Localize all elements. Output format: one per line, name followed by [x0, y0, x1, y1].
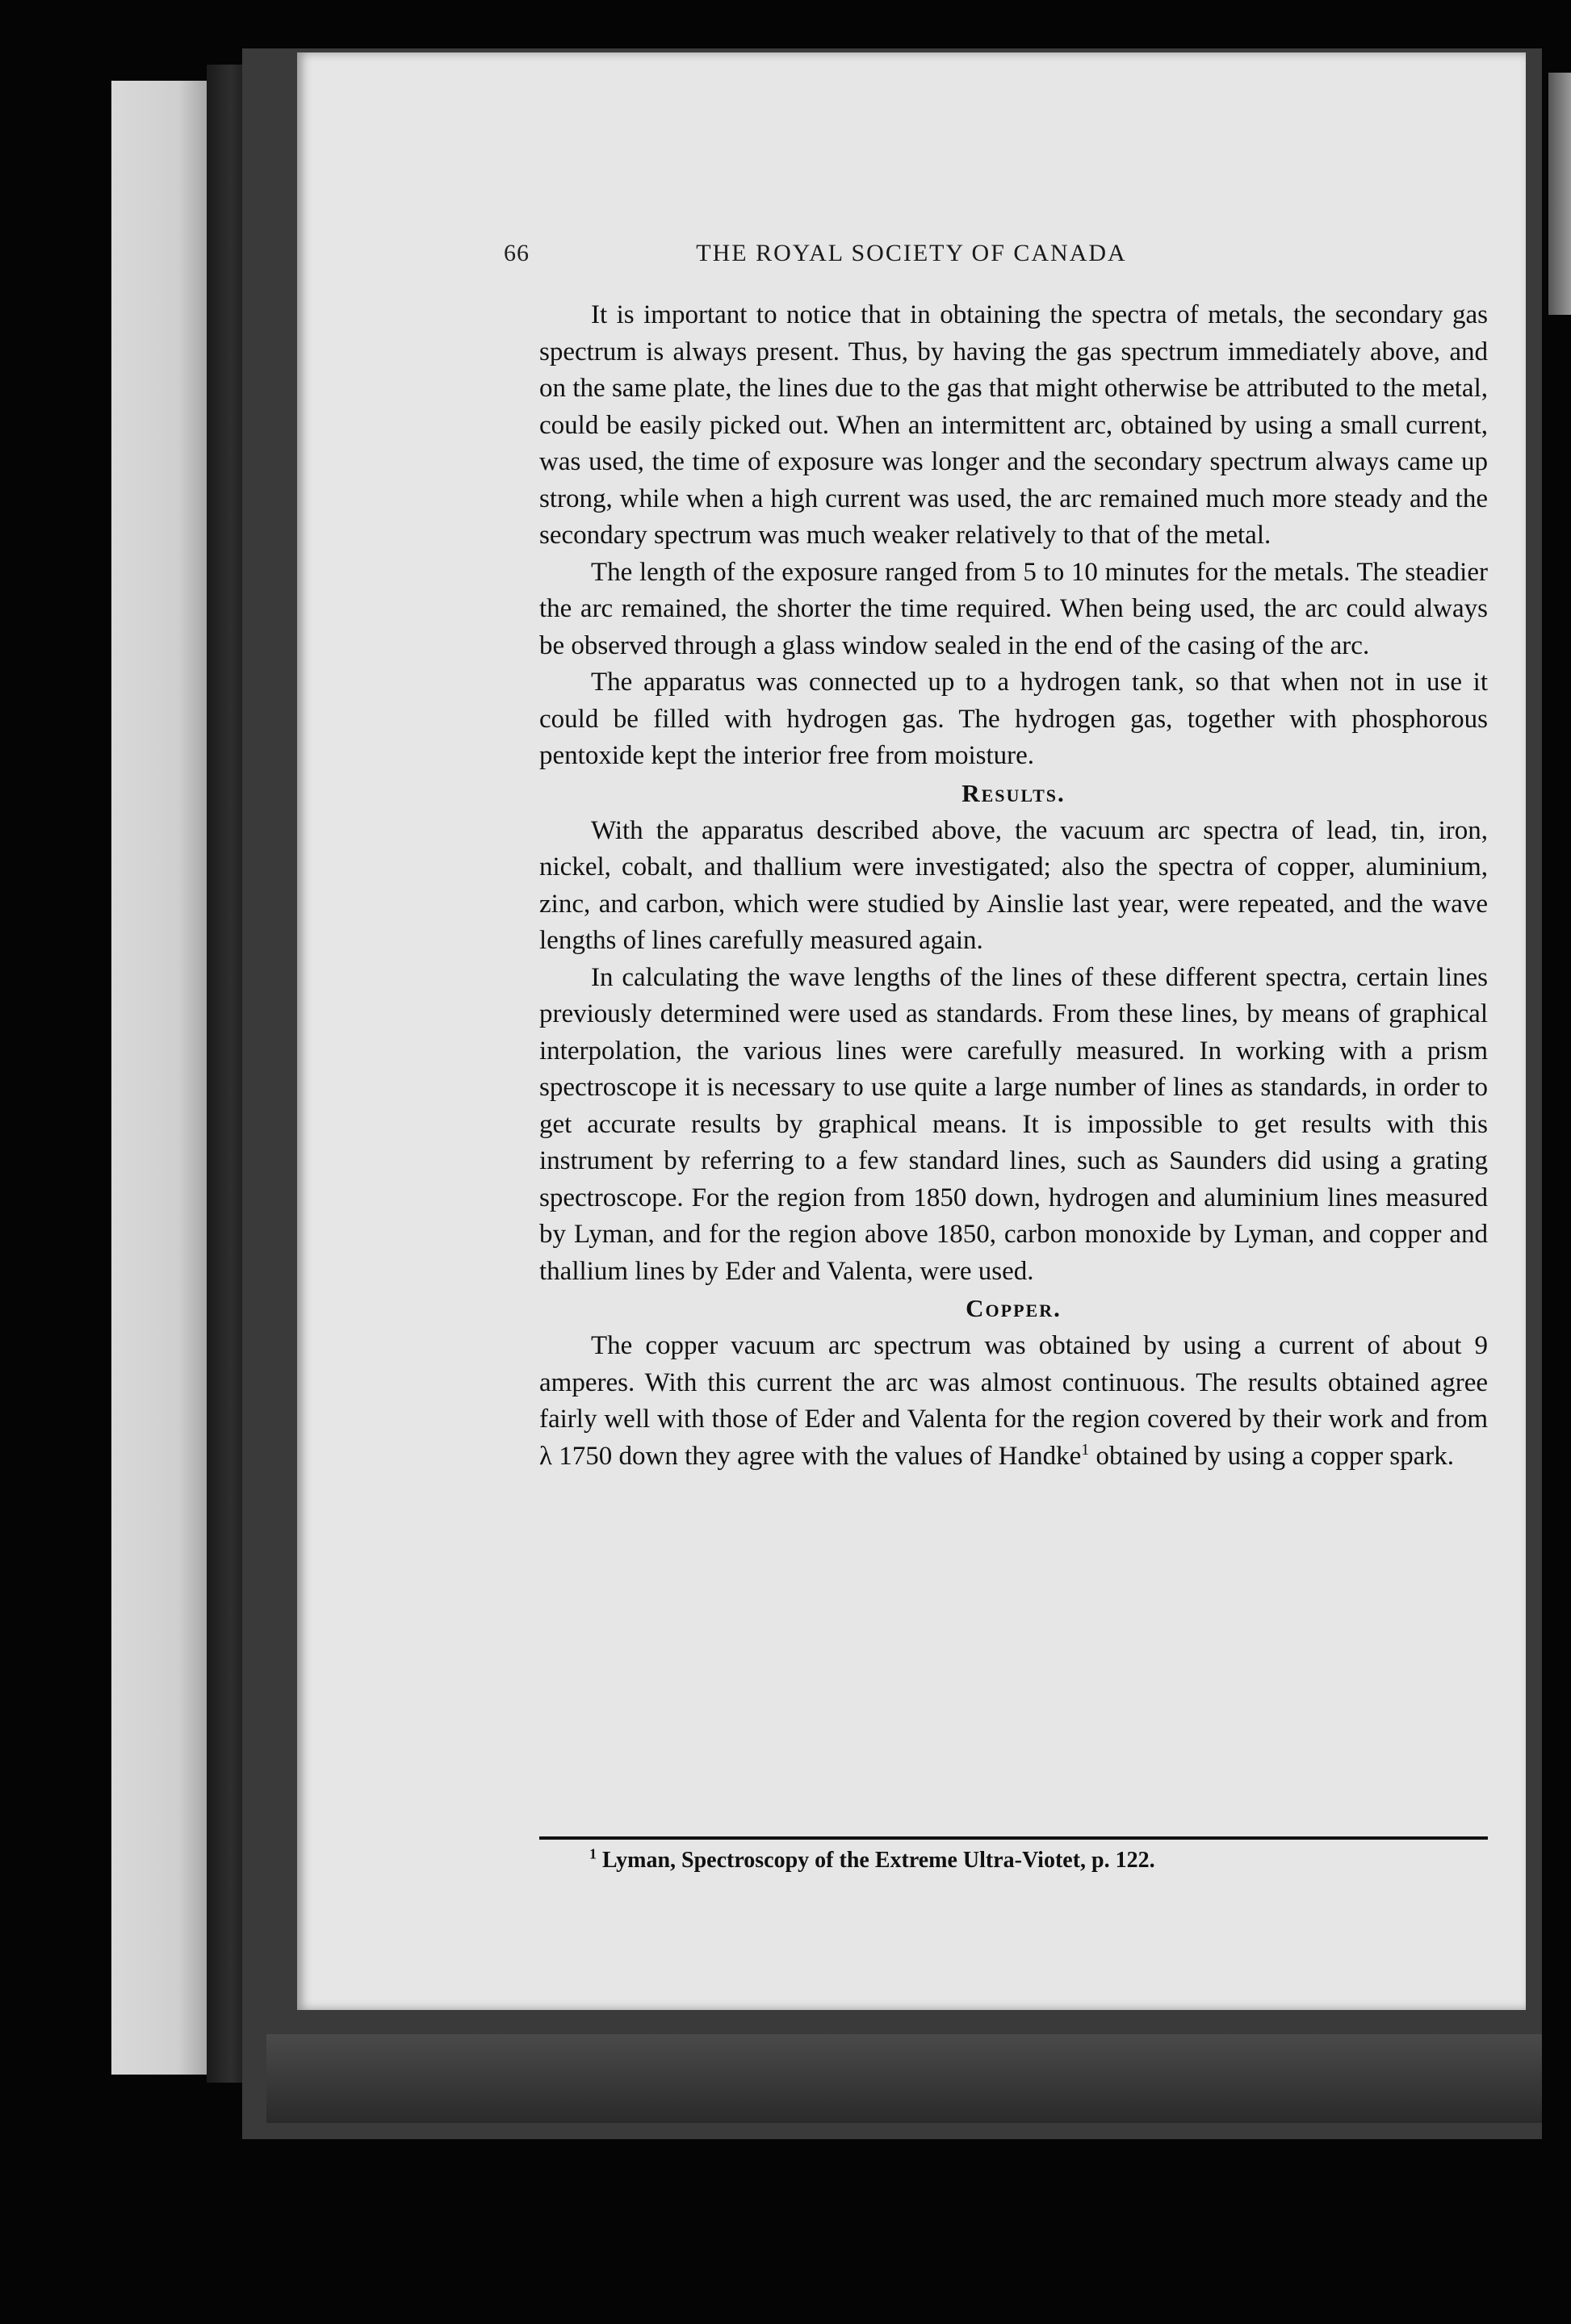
footnote-rule	[539, 1836, 1488, 1840]
copper-heading: Copper.	[966, 1294, 1062, 1322]
footnote-marker: 1	[589, 1845, 597, 1862]
page-header	[297, 240, 1526, 272]
copper-paragraph	[539, 1328, 1488, 1475]
paragraph: With the apparatus described above, the vacuum arc spectra of lead, tin, iron, nickel, cobalt, and thallium were investigated; also the spectra of copper, aluminium, zinc, and carbon, which were studied by Ainslie last year, were repeated, and the wave lengths of lines carefully measured again.	[539, 815, 1488, 955]
copper-text-end: obtained by using a copper spark.	[1089, 1441, 1455, 1471]
right-cover-edge	[1548, 73, 1571, 315]
paragraph: It is important to notice that in obtaining the spectra of metals, the secondary gas spectrum is always present. Thus, by having the gas spectrum immediately above, and on the same plate, the lines due to the gas that might otherwise be attributed to the metal, could be easily picked out. When an intermittent arc, obtained by using a small current, was used, the time of exposure was longer and the secondary spectrum always came up strong, while when a high current was used, the arc remained much more steady and the secondary spectrum was much weaker relatively to that of the metal.	[539, 300, 1488, 550]
paragraph: The apparatus was connected up to a hydrogen tank, so that when not in use it could be filled with hydrogen gas. The hydrogen gas, together with phosphorous pentoxide kept the interior free from moisture.	[539, 668, 1488, 770]
book-cover-edge	[266, 2034, 1542, 2123]
footnote-text: Lyman, Spectroscopy of the Extreme Ultra-Viotet, p. 122.	[597, 1848, 1155, 1873]
results-heading: Results.	[961, 778, 1066, 807]
footnote-reference: 1	[1081, 1440, 1090, 1459]
copper-text-start: The copper vacuum arc spectrum was obtained by using a current of about 9 amperes. With this current the arc was almost continuous. The results obtained agree fairly well with those of Eder and Valenta for the region covered by their work and from λ 1750 down they agree with the values of Handke	[539, 1331, 1488, 1471]
footnote	[589, 1846, 1477, 1875]
adjacent-page-strip	[111, 81, 207, 2075]
paragraph: The length of the exposure ranged from 5 to 10 minutes for the metals. The steadier the arc remained, the shorter the time required. When being used, the arc could always be observed through a glass window sealed in the end of the casing of the arc.	[539, 557, 1488, 660]
running-head: THE ROYAL SOCIETY OF CANADA	[696, 240, 1127, 266]
page-number: 66	[504, 240, 530, 266]
paragraph: In calculating the wave lengths of the lines of these different spectra, certain lines previously determined were used as standards. From these lines, by means of graphical interpolation, the various lines were carefully measured. In working with a prism spectroscope it is necessary to use quite a large number of lines as standards, in order to get accurate results by graphical means. It is impossible to get results with this instrument by referring to a few standard lines, such as Saunders did using a grating spectroscope. For the region from 1850 down, hydrogen and aluminium lines measured by Lyman, and for the region above 1850, carbon monoxide by Lyman, and copper and thallium lines by Eder and Valenta, were used.	[539, 962, 1488, 1286]
body-text	[539, 297, 1488, 1475]
